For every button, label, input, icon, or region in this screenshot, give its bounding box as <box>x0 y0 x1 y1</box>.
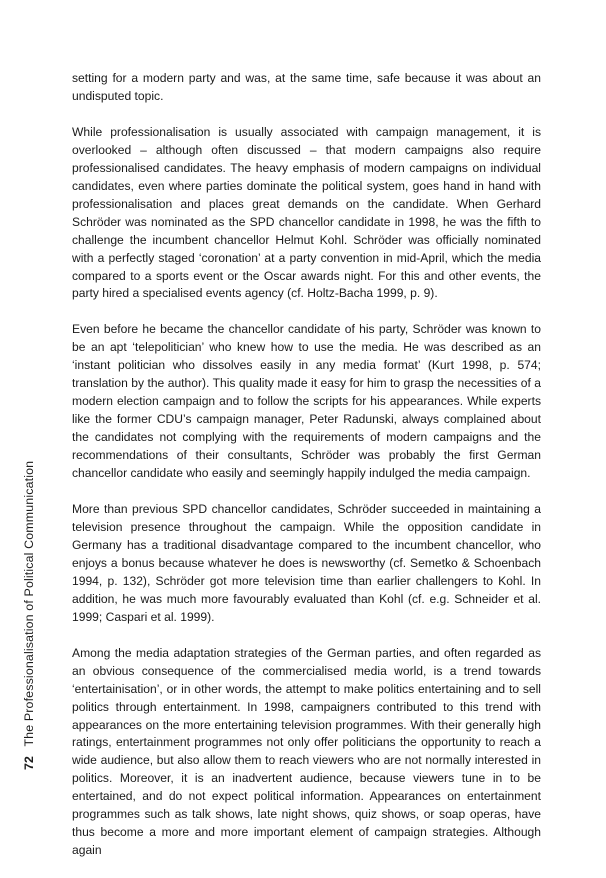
paragraph-professionalised-candidates: While professionalisation is usually associated with campaign management, it is overlooked – although often discussed – that modern campaigns also require professionalised candidates. The heavy emphasis of modern campaigns on individual candidates, even where parties dominate the political system, goes hand in hand with professionalisation and places great demands on the candidate. When Gerhard Schröder was nominated as the SPD chancellor candidate in 1998, he was the fifth to challenge the incumbent chancellor Helmut Kohl. Schröder was officially nominated with a perfectly staged ‘coronation’ at a party convention in mid-April, which the media compared to a sports event or the Oscar awards night. For this and other events, the party hired a specialised events agency (cf. Holtz-Bacha 1999, p. 9). <box>72 124 541 301</box>
page-number: 72 <box>22 755 36 770</box>
paragraph-continuation: setting for a modern party and was, at the same time, safe because it was about an undisputed topic. <box>72 71 541 103</box>
paragraph-entertainisation: Among the media adaptation strategies of the German parties, and often regarded as an obvious consequence of the commercialised media world, is a trend towards ‘entertainisation’, or in other words, the attempt to make politics entertaining and to sell politics through entertainment. In 1998, campaigners contributed to this trend with appearances on the more entertaining television programmes. With their generally high ratings, entertainment programmes not only offer politicians the opportunity to reach a wide audience, but also allow them to reach viewers who are not normally interested in politics. Moreover, it is an inadvertent audience, because viewers tune in to be entertained, and do not expect political information. Appearances on entertainment programmes such as talk shows, late night shows, quiz shows, or soap operas, have thus become a more and more important element of campaign strategies. Although again <box>72 645 541 858</box>
body-text <box>72 70 541 878</box>
running-title: The Professionalisation of Political Communication <box>22 460 36 747</box>
paragraph-telepolitician: Even before he became the chancellor candidate of his party, Schröder was known to be an apt ‘telepolitician’ who knew how to use the media. He was described as an ‘instant politician who dissolves easily in any media format’ (Kurt 1998, p. 574; translation by the author). This quality made it easy for him to grasp the necessities of a modern election campaign and to follow the scripts for his appearances. While experts like the former CDU’s campaign manager, Peter Radunski, always complained about the candidates not complying with the requirements of modern campaigns and the recommendations of their consultants, Schröder was probably the first German chancellor candidate who easily and seemingly happily indulged the media campaign. <box>72 322 541 481</box>
running-head <box>22 461 36 770</box>
paragraph-television-presence: More than previous SPD chancellor candidates, Schröder succeeded in maintaining a television presence throughout the campaign. While the opposition candidate in Germany has a traditional disadvantage compared to the incumbent chancellor, who enjoys a bonus because whatever he does is newsworthy (cf. Semetko & Schoenbach 1994, p. 132), Schröder got more television time than earlier challengers to Kohl. In addition, he was much more favourably evaluated than Kohl (cf. e.g. Schneider et al. 1999; Caspari et al. 1999). <box>72 502 541 624</box>
